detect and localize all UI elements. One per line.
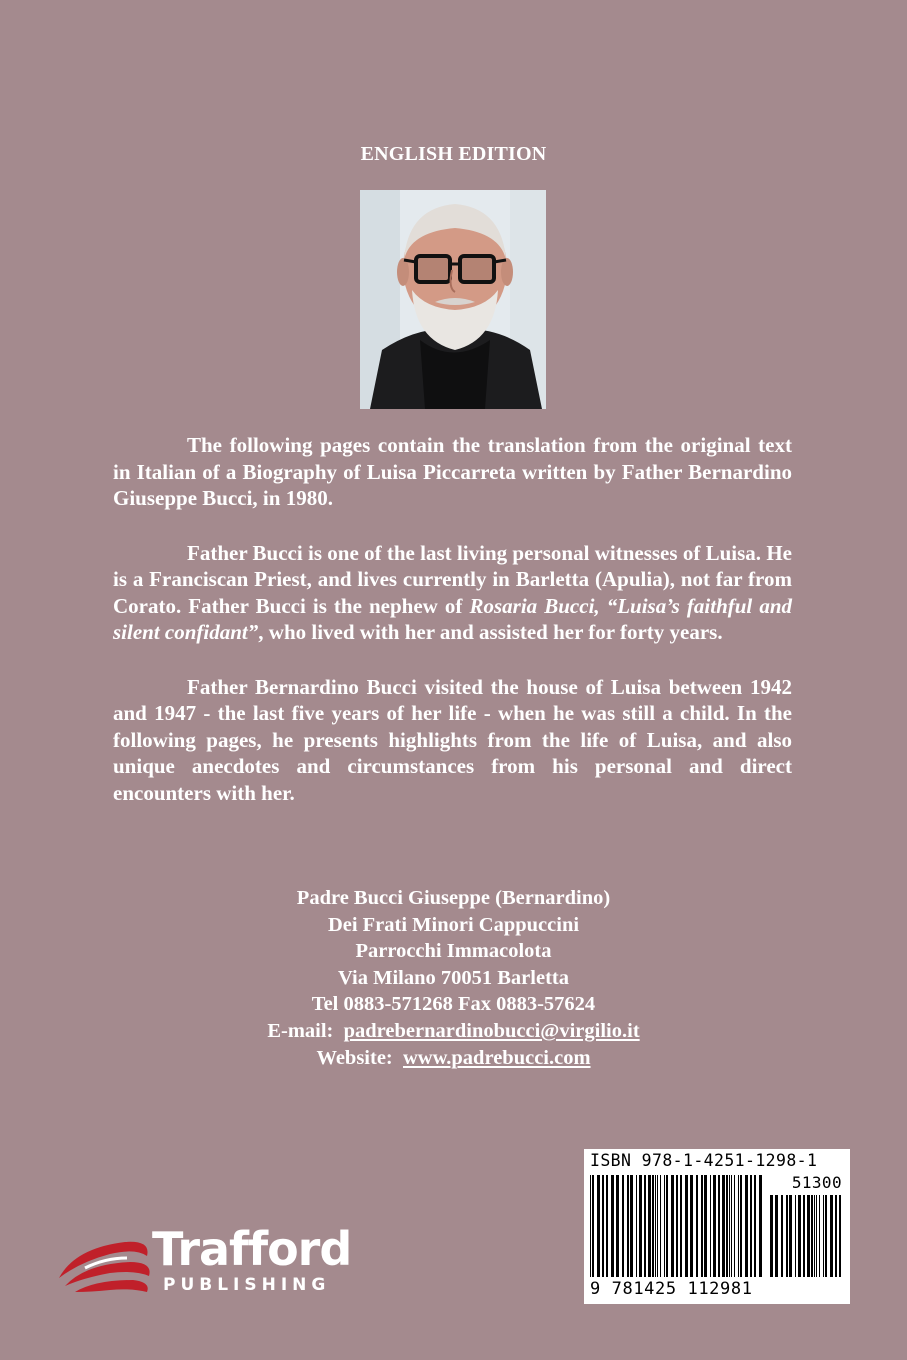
- barcode-bar: [701, 1175, 703, 1277]
- publisher-sub: PUBLISHING: [163, 1275, 331, 1295]
- barcode-bar: [781, 1195, 783, 1277]
- barcode-bar: [710, 1175, 711, 1277]
- paragraph-2: [113, 540, 792, 646]
- barcode-bar: [606, 1175, 608, 1277]
- barcode-bar: [704, 1175, 707, 1277]
- paragraph-3: Father Bernardino Bucci visited the house of Luisa between 1942 and 1947 - the last five years of her life - when he was still a child. In the following pages, he presents highlights from the life of Luisa, and also unique anecdotes and circumstances from his personal and direct encounters with her.: [113, 674, 792, 805]
- barcode-bar: [664, 1175, 665, 1277]
- barcode-bar: [811, 1195, 813, 1277]
- barcode-bar: [803, 1195, 805, 1277]
- barcode-bar: [738, 1175, 739, 1277]
- barcode-bar: [655, 1175, 656, 1277]
- barcode-bar: [713, 1175, 716, 1277]
- email-link[interactable]: padrebernardinobucci@virgilio.it: [343, 1019, 640, 1042]
- barcode-bar: [825, 1195, 827, 1277]
- contact-order: Dei Frati Minori Cappuccini: [327, 913, 580, 936]
- barcode-bar: [839, 1195, 841, 1277]
- barcode-bar: [770, 1195, 773, 1277]
- contact-block: [0, 885, 907, 1071]
- description: [113, 432, 792, 806]
- barcode-bar: [726, 1175, 728, 1277]
- isbn-barcode: [584, 1149, 850, 1304]
- paragraph-2-italic: Rosaria Bucci, “Luisa’s faithful and silent confidant”: [113, 593, 793, 644]
- barcode-bar: [823, 1195, 824, 1277]
- barcode-bar: [639, 1175, 642, 1277]
- contact-phone: Tel 0883-571268 Fax 0883-57624: [311, 993, 596, 1016]
- barcode-bar: [648, 1175, 651, 1277]
- barcode-bar: [718, 1175, 720, 1277]
- price-code: 51300: [791, 1173, 842, 1192]
- barcode-bar: [660, 1175, 661, 1277]
- barcode-bar: [830, 1195, 833, 1277]
- isbn-digits: 9 781425 112981: [590, 1279, 753, 1299]
- barcode-bar: [657, 1175, 658, 1277]
- barcode-bar: [814, 1195, 815, 1277]
- barcode-bar: [611, 1175, 614, 1277]
- paragraph-2-part-b: , who lived with her and assisted her for forty years.: [258, 620, 723, 644]
- barcode-bar: [835, 1195, 837, 1277]
- barcode-bar: [816, 1195, 817, 1277]
- paragraph-2-part-a: Father Bucci is one of the last living personal witnesses of Luisa. He is a Franciscan Priest, and lives currently in Barletta (Apulia), not far from Corato. Father Bucci is the nephew of: [113, 540, 792, 618]
- barcode-bar: [798, 1195, 801, 1277]
- barcode-bar: [666, 1175, 668, 1277]
- barcode-bar: [729, 1175, 730, 1277]
- barcode-bar: [734, 1175, 735, 1277]
- trafford-swirl-icon: [55, 1228, 155, 1303]
- paragraph-1: The following pages contain the translation from the original text in Italian of a Biography of Luisa Piccarreta written by Father Bernardino Giuseppe Bucci, in 1980.: [113, 433, 792, 510]
- author-photo: [360, 190, 546, 409]
- barcode-bar: [616, 1175, 619, 1277]
- publisher-name: Trafford: [152, 1222, 352, 1276]
- barcode-bar: [597, 1175, 600, 1277]
- contact-website-line: [0, 1045, 907, 1072]
- isbn-label: ISBN 978-1-4251-1298-1: [590, 1151, 818, 1170]
- barcode-bar: [754, 1175, 756, 1277]
- edition-heading: ENGLISH EDITION: [360, 143, 547, 165]
- barcode-bar: [722, 1175, 725, 1277]
- barcode-bar: [676, 1175, 678, 1277]
- barcode-bar: [630, 1175, 633, 1277]
- website-label: Website:: [316, 1046, 393, 1069]
- barcode-bar: [795, 1195, 796, 1277]
- website-link[interactable]: www.padrebucci.com: [403, 1046, 591, 1069]
- barcode-bar: [622, 1175, 624, 1277]
- barcode-bar: [592, 1175, 594, 1277]
- email-label: E-mail:: [267, 1019, 334, 1042]
- barcode-bar: [652, 1175, 654, 1277]
- contact-parish: Parrocchi Immacolota: [355, 940, 552, 963]
- barcode-bar: [590, 1175, 591, 1277]
- barcode-bar: [671, 1175, 674, 1277]
- barcode-bar: [759, 1175, 762, 1277]
- barcode-bar: [775, 1195, 778, 1277]
- barcode-bar: [690, 1175, 693, 1277]
- contact-address: Via Milano 70051 Barletta: [338, 966, 569, 989]
- barcode-bar: [680, 1175, 682, 1277]
- trafford-logo: [55, 1222, 405, 1303]
- barcode-bar: [789, 1195, 792, 1277]
- barcode-bar: [786, 1195, 788, 1277]
- barcode-bar: [731, 1175, 732, 1277]
- barcode-bar: [819, 1195, 820, 1277]
- barcode-bar: [644, 1175, 646, 1277]
- barcode-bar: [740, 1175, 742, 1277]
- barcode-bar: [807, 1195, 810, 1277]
- barcode-bar: [696, 1175, 698, 1277]
- contact-email-line: [0, 1018, 907, 1045]
- barcode-bar: [745, 1175, 748, 1277]
- barcode-bar: [636, 1175, 637, 1277]
- contact-name: Padre Bucci Giuseppe (Bernardino): [296, 887, 611, 909]
- barcode-bar: [602, 1175, 604, 1277]
- barcode-bar: [627, 1175, 629, 1277]
- barcode-bar: [685, 1175, 688, 1277]
- barcode-bar: [750, 1175, 752, 1277]
